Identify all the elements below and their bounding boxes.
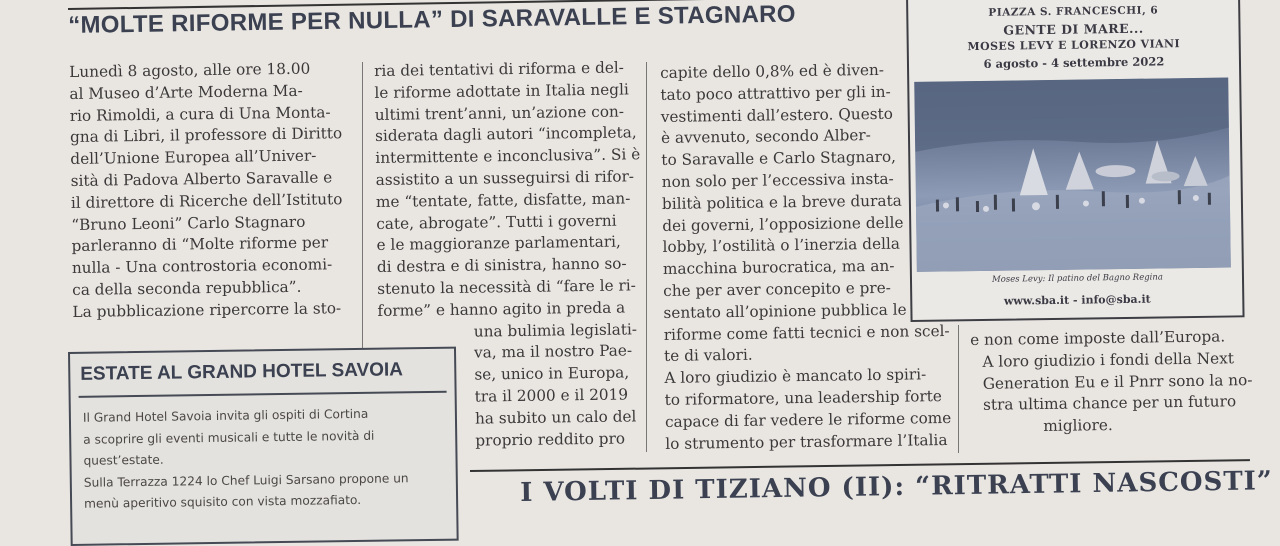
text-line: intermittente e inconclusiva”. Si è bbox=[375, 145, 641, 168]
painting-caption: Moses Levy: Il patino del Bagno Regina bbox=[991, 272, 1163, 285]
text-line: menù aperitivo squisito con vista mozzafiato. bbox=[84, 492, 362, 511]
text-line: Generation Eu e il Pnrr sono la no- bbox=[982, 370, 1253, 393]
exhibition-ad bbox=[906, 0, 1245, 322]
beach-scene-image bbox=[914, 78, 1231, 272]
text-line: bilità politica e la breve durata bbox=[661, 191, 902, 213]
text-line: lo strumento per trasformare l’Italia bbox=[665, 430, 948, 453]
ad-title: GENTE DI MARE... bbox=[1003, 20, 1144, 38]
text-line: lobby, l’ostilità o l’inerzia della bbox=[662, 235, 901, 257]
text-line: una bulimia legislati- bbox=[473, 319, 638, 341]
article-column-4 bbox=[970, 326, 1261, 439]
text-line: a scoprire gli eventi musicali e tutte le novità di bbox=[83, 428, 375, 447]
text-line: se, unico in Europa, bbox=[474, 363, 630, 384]
text-line: rio Rimoldi, a cura di Una Monta- bbox=[69, 102, 331, 125]
text-line: sentato all’opinione pubblica le bbox=[663, 300, 907, 322]
article-column-1 bbox=[69, 58, 355, 323]
text-line: ria dei tentativi di riforma e del- bbox=[374, 58, 625, 80]
text-line: va, ma il nostro Pae- bbox=[473, 341, 633, 362]
text-line: le riforme adottate in Italia negli bbox=[374, 80, 629, 102]
text-line: siderata dagli autori “incompleta, bbox=[374, 123, 637, 146]
text-line: te di valori. bbox=[663, 346, 753, 366]
text-line: capite dello 0,8% ed è diven- bbox=[660, 60, 885, 82]
text-line: cate, abrogate”. Tutti i governi bbox=[376, 211, 617, 233]
text-line: La pubblicazione ripercorre la sto- bbox=[72, 298, 342, 321]
text-line: me “tentate, fatte, disfatte, man- bbox=[375, 189, 631, 211]
text-line: che per aver concepito e pre- bbox=[663, 278, 892, 300]
text-line: A loro giudizio è mancato lo spiri- bbox=[664, 365, 927, 388]
text-line: macchina burocratica, ma an- bbox=[662, 256, 895, 279]
text-line: al Museo d’Arte Moderna Ma- bbox=[69, 81, 303, 103]
text-line: sità di Padova Alberto Saravalle e bbox=[70, 168, 333, 190]
text-line: forme” e hanno agito in preda a bbox=[377, 298, 626, 320]
text-line: non solo per l’eccessiva insta- bbox=[661, 169, 894, 191]
text-line: stra ultima chance per un futuro bbox=[982, 392, 1237, 415]
text-line: capace di far vedere le riforme come bbox=[664, 408, 952, 431]
text-line: parleranno di “Molte riforme per bbox=[71, 233, 329, 256]
text-line: dei governi, l’opposizione delle bbox=[662, 213, 904, 235]
text-line: vestimenti dall’estero. Questo bbox=[660, 104, 894, 126]
text-line: quest’estate. bbox=[83, 452, 164, 468]
ad-dates: 6 agosto - 4 settembre 2022 bbox=[983, 54, 1165, 71]
column-divider bbox=[362, 62, 363, 352]
column-divider bbox=[958, 325, 959, 453]
text-line: ca della seconda repubblica”. bbox=[72, 277, 302, 299]
text-line: Sulla Terrazza 1224 lo Chef Luigi Sarsano propone un bbox=[83, 470, 409, 490]
text-line: gna di Libri, il professore di Diritto bbox=[69, 124, 343, 147]
text-line: stenuto la necessità di “fare le ri- bbox=[377, 276, 636, 298]
text-line: dell’Unione Europea all’Univer- bbox=[70, 146, 317, 169]
next-article-headline: I VOLTI DI TIZIANO (II): “RITRATTI NASCOSTI” bbox=[520, 466, 1274, 508]
text-line: Lunedì 8 agosto, alle ore 18.00 bbox=[69, 59, 311, 81]
text-line: nulla - Una controstoria economi- bbox=[71, 255, 333, 278]
text-line: di destra e di sinistra, hanno so- bbox=[376, 254, 627, 277]
hotel-savoia-box bbox=[68, 347, 459, 546]
text-line: ha subito un calo del bbox=[474, 407, 637, 428]
text-line: e non come imposte dall’Europa. bbox=[970, 327, 1226, 349]
ad-artists: MOSES LEVY E LORENZO VIANI bbox=[967, 37, 1181, 54]
box-rule bbox=[79, 391, 447, 398]
box-text bbox=[83, 403, 446, 516]
text-line: to Saravalle e Carlo Stagnaro, bbox=[661, 147, 897, 170]
text-line: ultimi trent’anni, un’azione con- bbox=[374, 102, 625, 124]
text-line: e le maggioranze parlamentari, bbox=[376, 232, 621, 255]
exhibition-painting bbox=[914, 78, 1231, 272]
ad-contacts: www.sba.it - info@sba.it bbox=[1003, 292, 1151, 308]
text-line: migliore. bbox=[1043, 416, 1113, 436]
text-line: A loro giudizio i fondi della Next bbox=[982, 349, 1235, 371]
text-line: assistito a un susseguirsi di rifor- bbox=[375, 167, 635, 189]
article-headline: “MOLTE RIFORME PER NULLA” DI SARAVALLE E STAGNARO bbox=[68, 0, 796, 39]
ad-address: PIAZZA S. FRANCESCHI, 6 bbox=[988, 4, 1159, 19]
text-line: riforme come fatti tecnici e non scel- bbox=[663, 321, 950, 344]
text-line: proprio reddito pro bbox=[475, 429, 626, 450]
column-divider bbox=[646, 62, 647, 452]
text-line: è avvenuto, secondo Alber- bbox=[660, 126, 871, 148]
text-line: to riformatore, una leadership forte bbox=[664, 387, 943, 409]
box-title: ESTATE AL GRAND HOTEL SAVOIA bbox=[80, 359, 404, 385]
text-line: “Bruno Leoni” Carlo Stagnaro bbox=[71, 212, 306, 234]
text-line: Il Grand Hotel Savoia invita gli ospiti di Cortina bbox=[82, 406, 369, 425]
text-line: il direttore di Ricerche dell’Istituto bbox=[70, 189, 343, 212]
text-line: tra il 2000 e il 2019 bbox=[474, 385, 629, 406]
text-line: tato poco attrattivo per gli in- bbox=[660, 82, 891, 104]
